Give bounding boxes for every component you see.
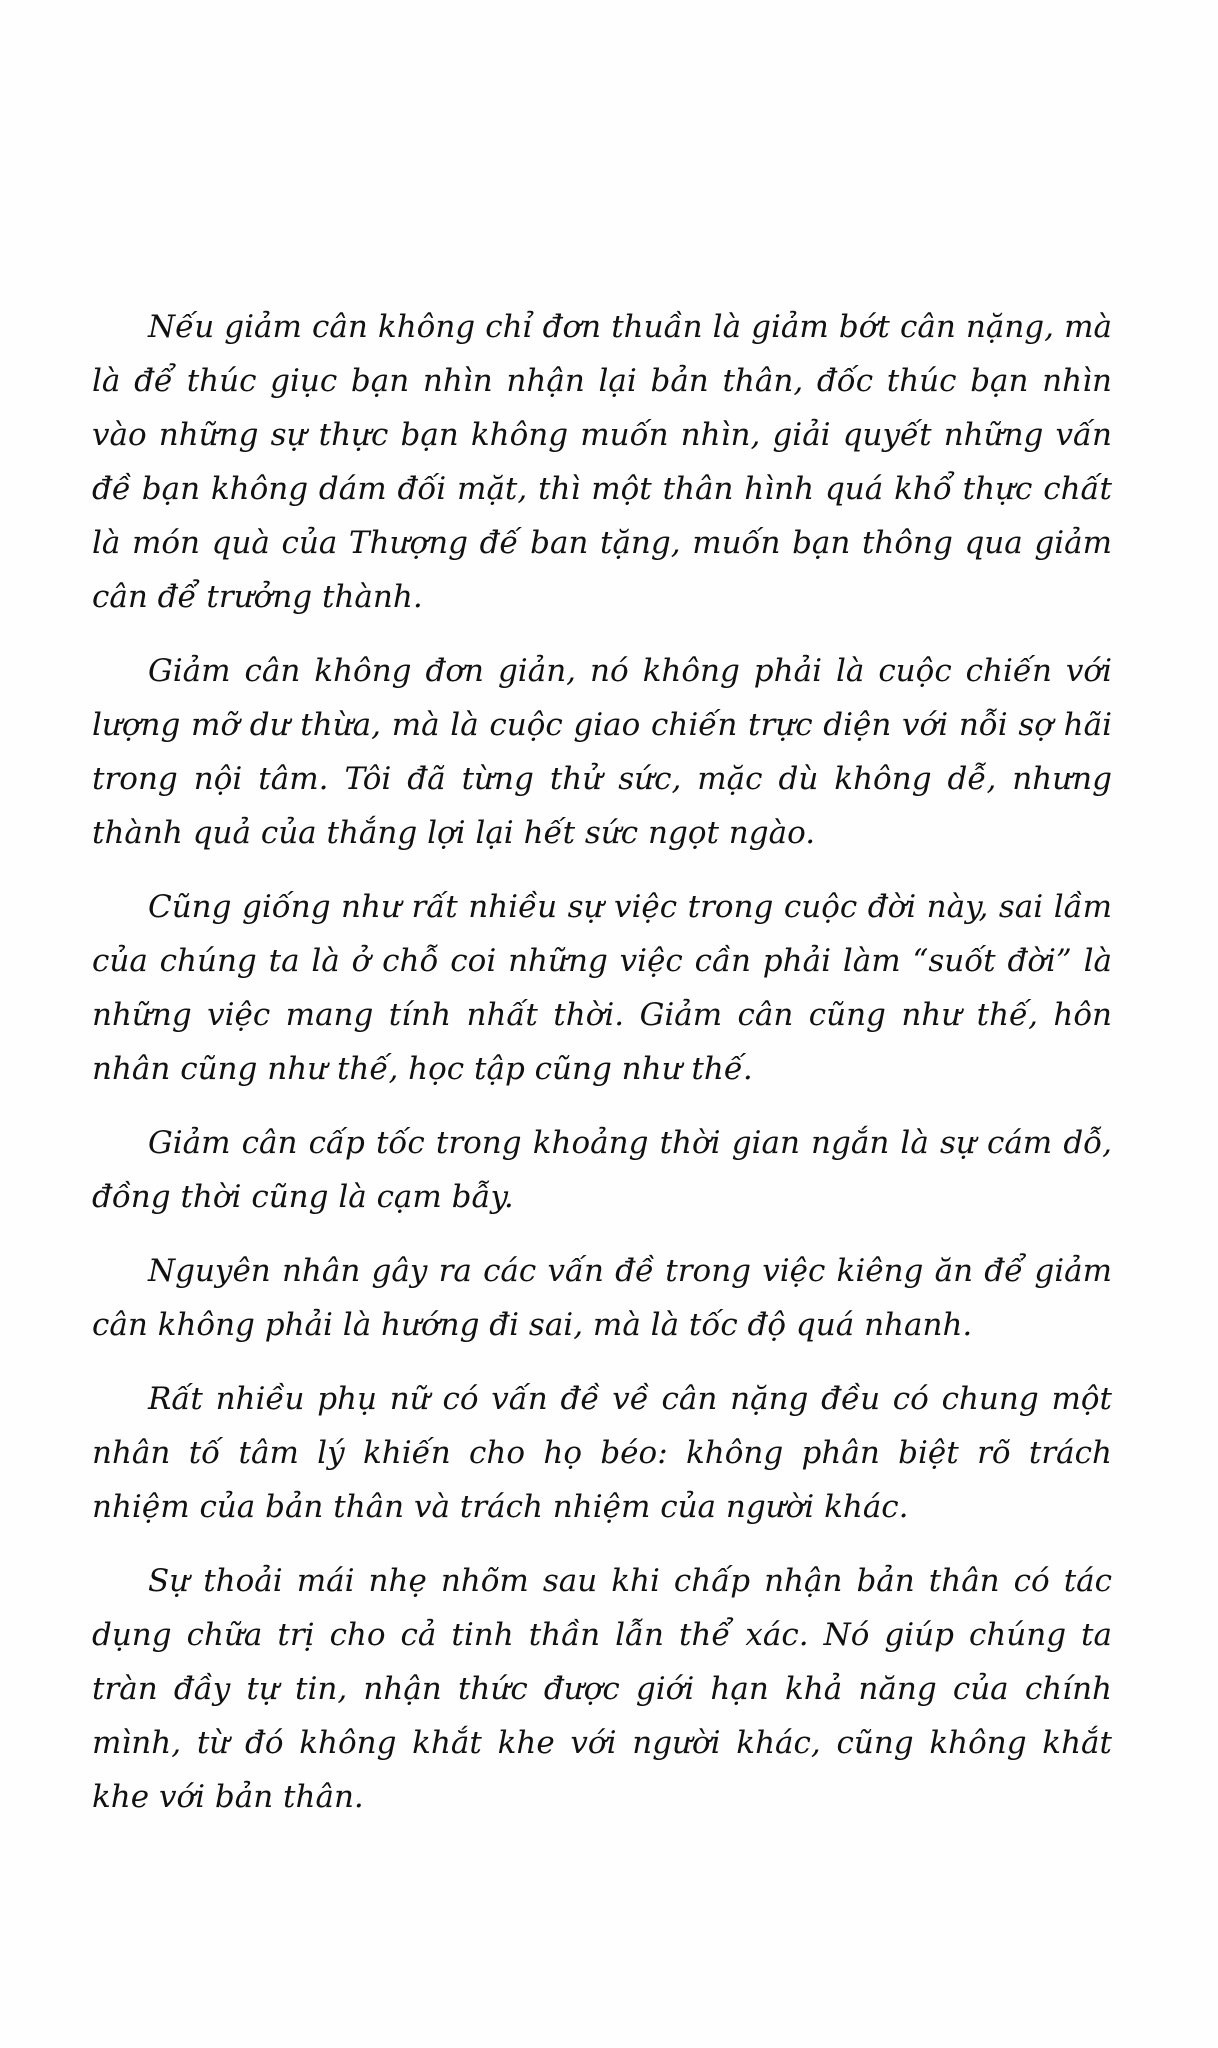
paragraph-2: Giảm cân không đơn giản, nó không phải là cuộc chiến với lượng mỡ dư thừa, mà là cuộc giao chiến trực diện với nỗi sợ hãi trong nội tâm. Tôi đã từng thử sức, mặc dù không dễ, nhưng thành quả của thắng lợi lại hết sức ngọt ngào.	[92, 653, 1112, 851]
body-text	[92, 300, 1112, 1844]
paragraph-4: Giảm cân cấp tốc trong khoảng thời gian ngắn là sự cám dỗ, đồng thời cũng là cạm bẫy.	[92, 1125, 1112, 1215]
paragraph-7: Sự thoải mái nhẹ nhõm sau khi chấp nhận bản thân có tác dụng chữa trị cho cả tinh thần lẫn thể xác. Nó giúp chúng ta tràn đầy tự tin, nhận thức được giới hạn khả năng của chính mình, từ đó không khắt khe với người khác, cũng không khắt khe với bản thân.	[92, 1563, 1112, 1815]
paragraph-5: Nguyên nhân gây ra các vấn đề trong việc kiêng ăn để giảm cân không phải là hướng đi sai, mà là tốc độ quá nhanh.	[92, 1253, 1112, 1343]
paragraph-3: Cũng giống như rất nhiều sự việc trong cuộc đời này, sai lầm của chúng ta là ở chỗ coi những việc cần phải làm “suốt đời” là những việc mang tính nhất thời. Giảm cân cũng như thế, hôn nhân cũng như thế, học tập cũng như thế.	[92, 889, 1112, 1087]
paragraph-1: Nếu giảm cân không chỉ đơn thuần là giảm bớt cân nặng, mà là để thúc giục bạn nhìn nhận lại bản thân, đốc thúc bạn nhìn vào những sự thực bạn không muốn nhìn, giải quyết những vấn đề bạn không dám đối mặt, thì một thân hình quá khổ thực chất là món quà của Thượng đế ban tặng, muốn bạn thông qua giảm cân để trưởng thành.	[92, 309, 1112, 615]
paragraph-6: Rất nhiều phụ nữ có vấn đề về cân nặng đều có chung một nhân tố tâm lý khiến cho họ béo: không phân biệt rõ trách nhiệm của bản thân và trách nhiệm của người khác.	[92, 1381, 1112, 1525]
